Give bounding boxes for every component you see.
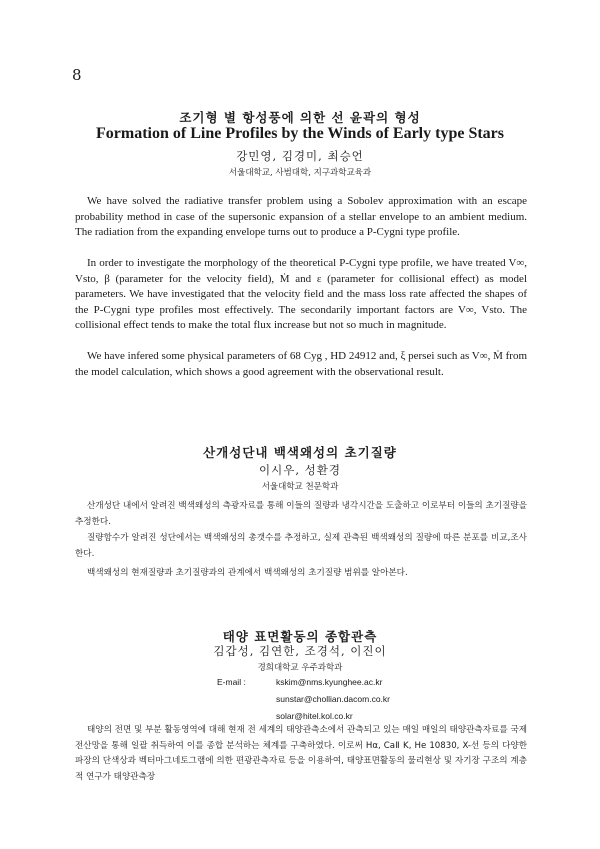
page-number: 8 <box>72 66 82 84</box>
section2-paragraph-3: 백색왜성의 현재질량과 초기질량과의 관계에서 백색왜성의 초기질량 범위를 알아본다. <box>87 568 408 578</box>
section2-authors: 이시우, 성환경 <box>259 463 341 477</box>
section1-title-en: Formation of Line Profiles by the Winds of Early type Stars <box>96 125 504 142</box>
section2-paragraph-1: 산개성단 내에서 알려진 백색왜성의 측광자료를 통해 이들의 질량과 냉각시간을 도출하고 이로부터 이들의 초기질량을 추정한다. <box>75 501 527 527</box>
section2-paragraph-2: 질량함수가 알려진 성단에서는 백색왜성의 총갯수를 추정하고, 실제 관측된 백색왜성의 질량에 따른 분포를 비교,조사한다. <box>75 533 527 559</box>
section1-affiliation: 서울대학교, 사범대학, 지구과학교육과 <box>228 168 372 178</box>
section3-paragraph-1: 태양의 전면 및 부분 활동영역에 대해 현재 전 세계의 태양관측소에서 관측되고 있는 매일 매일의 태양관측자료를 국제 전산망을 통해 일괄 취득하여 이를 종합 분석하는 체계를 구축하였다. 이로써 Hα, CaⅡ K, He 10830, X-선 등의 다양한 파장의 단색상과 벡터마그네토그램에 의한 편광관측자료 등을 이용하여, 태양표면활동의 물리현상 및 자기장 구조의 계층적 연구가 태양관측장 <box>75 725 527 782</box>
email-address: kskim@nms.kyunghee.ac.kr <box>276 677 383 687</box>
section3-title-ko: 태양 표면활동의 종합관측 <box>222 629 378 644</box>
email-address: solar@hitel.kol.co.kr <box>276 711 353 721</box>
section2-title-ko: 산개성단내 백색왜성의 초기질량 <box>203 445 397 460</box>
section3-authors: 김갑성, 김연한, 조경석, 이진이 <box>213 644 387 658</box>
section3-affiliation: 경희대학교 우주과학과 <box>257 663 343 673</box>
email-address: sunstar@chollian.dacom.co.kr <box>276 694 390 704</box>
section1-paragraph-2: In order to investigate the morphology of the theoretical P-Cygni type profile, we have treated V∞, Vsto, β (parameter for the velocity field), Ṁ and ε (parameter for collisional effect) as model parameters. We have investigated that the velocity field and the mass loss rate affected the shapes of the P-Cygni type profiles most effectively. The secondarily important factors are V∞, Vsto. The collisional effect tends to make the total flux increase but not so much in magnitude. <box>75 257 527 331</box>
section1-paragraph-3: We have infered some physical parameters of 68 Cyg , HD 24912 and, ξ persei such as V∞, Ṁ from the model calculation, which shows a good agreement with the observational result. <box>75 350 527 378</box>
section2-affiliation: 서울대학교 천문학과 <box>261 482 339 492</box>
section1-title-ko: 조기형 별 항성풍에 의한 선 윤곽의 형성 <box>179 110 421 125</box>
section3-email-block <box>217 674 390 725</box>
email-label: E-mail : <box>217 677 246 687</box>
section1-authors: 강민영, 김경미, 최승언 <box>236 149 364 163</box>
section1-paragraph-1: We have solved the radiative transfer problem using a Sobolev approximation with an escape probability method in case of the supersonic expansion of a stellar envelope to an ambient medium. The radiation from the expanding envelope turns out to produce a P-Cygni type profile. <box>75 195 527 238</box>
